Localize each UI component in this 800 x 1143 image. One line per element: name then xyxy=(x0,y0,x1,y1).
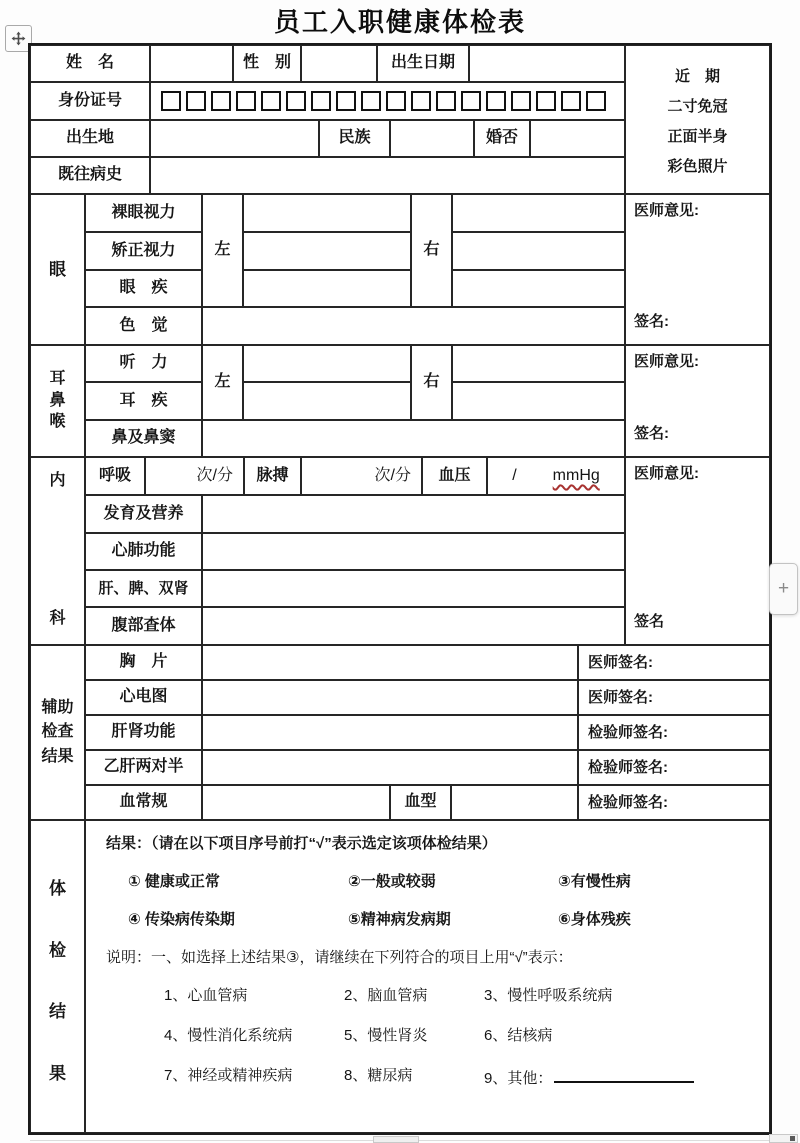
disease-row1 xyxy=(86,987,612,1004)
result-options-row2 xyxy=(86,911,631,928)
ecg-field[interactable] xyxy=(202,680,578,715)
result-char: 体 xyxy=(49,879,66,898)
signature-label: 签名 xyxy=(634,612,665,630)
option-mental[interactable]: ⑤精神病发病期 xyxy=(348,911,451,928)
result-char: 检 xyxy=(49,940,66,960)
respiration-label: 呼吸 xyxy=(85,457,145,495)
ethnicity-label: 民族 xyxy=(319,120,390,157)
gender-label: 性 别 xyxy=(233,45,301,82)
chest-xray-field[interactable] xyxy=(202,645,578,680)
signature-label: 签名: xyxy=(634,312,669,330)
hearing-right-field[interactable] xyxy=(452,345,625,382)
aux-line: 检查 xyxy=(41,723,74,741)
ear-disease-label: 耳 疾 xyxy=(85,382,202,420)
birthdate-label: 出生日期 xyxy=(377,45,469,82)
doctor-sign-label: 医师签名: xyxy=(578,680,770,715)
id-digit-box[interactable] xyxy=(511,91,531,111)
liver-spleen-kidney-field[interactable] xyxy=(202,570,625,607)
id-digit-box[interactable] xyxy=(586,91,606,111)
id-digit-box[interactable] xyxy=(186,91,206,111)
signature-label: 签名: xyxy=(634,424,669,442)
scrollbar-thumb[interactable] xyxy=(373,1136,419,1143)
liver-kidney-function-label: 肝肾功能 xyxy=(85,715,202,750)
technician-sign-label: 检验师签名: xyxy=(578,785,770,820)
pulse-label: 脉搏 xyxy=(244,457,301,495)
doctor-sign-label: 医师签名: xyxy=(578,645,770,680)
ear-disease-left-field[interactable] xyxy=(243,382,411,420)
corrected-vision-label: 矫正视力 xyxy=(85,232,202,270)
ent-left-label: 左 xyxy=(202,345,243,420)
id-digit-box[interactable] xyxy=(561,91,581,111)
blood-type-label: 血型 xyxy=(390,785,451,820)
eye-opinion-cell[interactable] xyxy=(625,194,770,345)
plus-button[interactable]: + xyxy=(769,563,798,615)
move-icon xyxy=(11,31,26,46)
respiration-rate-field[interactable] xyxy=(145,457,244,495)
hepatitis-b-panel-label: 乙肝两对半 xyxy=(85,750,202,785)
corrected-vision-right-field[interactable] xyxy=(452,232,625,270)
id-number-boxes[interactable] xyxy=(150,82,625,120)
gender-field[interactable] xyxy=(301,45,377,82)
ent-char: 喉 xyxy=(49,413,66,431)
section-result-label xyxy=(30,820,85,1133)
ent-right-label: 右 xyxy=(411,345,452,420)
disease-row3 xyxy=(86,1067,694,1087)
ent-char: 耳 xyxy=(49,370,66,388)
liver-spleen-kidney-label: 肝、脾、双肾 xyxy=(85,570,202,607)
section-ent-label xyxy=(30,345,85,457)
naked-vision-right-field[interactable] xyxy=(452,194,625,232)
option-disabled[interactable]: ⑥身体残疾 xyxy=(558,911,631,928)
other-blank-line[interactable] xyxy=(554,1067,694,1083)
eye-disease-left-field[interactable] xyxy=(243,270,411,307)
page-title: 员工入职健康体检表 xyxy=(273,7,526,37)
blood-routine-field[interactable] xyxy=(202,785,390,820)
ecg-label: 心电图 xyxy=(85,680,202,715)
disease-respiratory[interactable]: 3、慢性呼吸系统病 xyxy=(484,987,613,1004)
id-digit-box[interactable] xyxy=(486,91,506,111)
photo-note-line: 正面半身 xyxy=(667,128,728,145)
blood-pressure-label: 血压 xyxy=(422,457,487,495)
health-form-table xyxy=(28,43,772,1135)
hearing-label: 听 力 xyxy=(85,345,202,382)
bp-unit-mmhg: mmHg xyxy=(552,466,600,484)
id-digit-box[interactable] xyxy=(386,91,406,111)
id-digit-box[interactable] xyxy=(161,91,181,111)
disease-cerebrovascular[interactable]: 2、脑血管病 xyxy=(344,987,428,1004)
eye-left-label: 左 xyxy=(202,194,243,307)
birthdate-field[interactable] xyxy=(469,45,625,82)
id-digit-box[interactable] xyxy=(311,91,331,111)
abdominal-exam-label: 腹部查体 xyxy=(85,607,202,645)
id-digit-box[interactable] xyxy=(211,91,231,111)
result-content-cell xyxy=(85,820,770,1133)
internal-opinion-cell[interactable] xyxy=(625,457,770,645)
disease-cardiovascular[interactable]: 1、心血管病 xyxy=(164,987,248,1004)
id-digit-box[interactable] xyxy=(261,91,281,111)
eye-disease-label: 眼 疾 xyxy=(85,270,202,307)
id-digit-box[interactable] xyxy=(336,91,356,111)
id-digit-box[interactable] xyxy=(436,91,456,111)
chest-xray-label: 胸 片 xyxy=(85,645,202,680)
disease-tuberculosis[interactable]: 6、结核病 xyxy=(484,1027,553,1044)
ethnicity-field[interactable] xyxy=(390,120,474,157)
photo-note-line: 近 期 xyxy=(674,68,720,85)
section-internal-label xyxy=(30,457,85,645)
section-eye-label: 眼 xyxy=(30,194,85,345)
nose-sinus-field[interactable] xyxy=(202,420,625,457)
pulse-rate-field[interactable] xyxy=(301,457,422,495)
doctor-opinion-label: 医师意见: xyxy=(634,202,699,219)
result-intro: 结果：（请在以下项目序号前打“√”表示选定该项体检结果） xyxy=(106,835,497,852)
ear-disease-right-field[interactable] xyxy=(452,382,625,420)
medical-history-label: 既往病史 xyxy=(30,157,150,194)
corrected-vision-left-field[interactable] xyxy=(243,232,411,270)
technician-sign-label: 检验师签名: xyxy=(578,750,770,785)
photo-box xyxy=(625,45,770,194)
doctor-opinion-label: 医师意见: xyxy=(634,353,699,370)
aux-line: 结果 xyxy=(41,747,74,765)
result-char: 结 xyxy=(49,1002,66,1022)
blood-type-field[interactable] xyxy=(451,785,578,820)
medical-history-field[interactable] xyxy=(150,157,625,194)
disease-other[interactable] xyxy=(484,1067,694,1087)
disease-nephritis[interactable]: 5、慢性肾炎 xyxy=(344,1027,428,1044)
option-average[interactable]: ②一般或较弱 xyxy=(348,873,436,890)
id-number-label: 身份证号 xyxy=(30,82,150,120)
marital-field[interactable] xyxy=(530,120,625,157)
result-char: 果 xyxy=(49,1063,66,1083)
doctor-opinion-label: 医师意见: xyxy=(634,465,699,482)
naked-vision-label: 裸眼视力 xyxy=(85,194,202,232)
photo-note-line: 二寸免冠 xyxy=(667,98,728,115)
per-minute-unit: 次/分 xyxy=(374,466,411,484)
birthplace-field[interactable] xyxy=(150,120,319,157)
birthplace-label: 出生地 xyxy=(30,120,150,157)
marital-label: 婚否 xyxy=(474,120,530,157)
disease-row2 xyxy=(86,1027,552,1044)
option-chronic[interactable]: ③有慢性病 xyxy=(558,873,631,890)
name-field[interactable] xyxy=(150,45,233,82)
internal-char: 内 xyxy=(49,472,66,489)
naked-vision-left-field[interactable] xyxy=(243,194,411,232)
id-digit-box[interactable] xyxy=(236,91,256,111)
development-nutrition-label: 发育及营养 xyxy=(85,495,202,533)
scrollbar-corner[interactable] xyxy=(769,1134,798,1143)
photo-note-line: 彩色照片 xyxy=(667,158,728,175)
technician-sign-label: 检验师签名: xyxy=(578,715,770,750)
color-vision-label: 色 觉 xyxy=(85,307,202,345)
option-infectious[interactable]: ④ 传染病传染期 xyxy=(128,911,235,928)
disease-diabetes[interactable]: 8、糖尿病 xyxy=(344,1067,413,1084)
hepatitis-b-panel-field[interactable] xyxy=(202,750,578,785)
bp-slash: / xyxy=(512,466,517,484)
ent-opinion-cell[interactable] xyxy=(625,345,770,457)
hearing-left-field[interactable] xyxy=(243,345,411,382)
nose-sinus-label: 鼻及鼻窦 xyxy=(85,420,202,457)
disease-neuro-mental[interactable]: 7、神经或精神疾病 xyxy=(164,1067,293,1084)
id-digit-box[interactable] xyxy=(461,91,481,111)
color-vision-field[interactable] xyxy=(202,307,625,345)
ent-char: 鼻 xyxy=(49,391,66,409)
resize-grip-icon xyxy=(790,1136,795,1141)
cardiopulmonary-field[interactable] xyxy=(202,533,625,570)
id-digit-box[interactable] xyxy=(411,91,431,111)
disease-digestive[interactable]: 4、慢性消化系统病 xyxy=(164,1027,293,1044)
section-aux-label xyxy=(30,645,85,820)
id-digit-box[interactable] xyxy=(536,91,556,111)
result-note: 说明：一、如选择上述结果③，请继续在下列符合的项目上用“√”表示： xyxy=(106,949,573,966)
liver-kidney-function-field[interactable] xyxy=(202,715,578,750)
abdominal-exam-field[interactable] xyxy=(202,607,625,645)
option-healthy[interactable]: ① 健康或正常 xyxy=(128,873,220,890)
eye-disease-right-field[interactable] xyxy=(452,270,625,307)
id-digit-box[interactable] xyxy=(361,91,381,111)
name-label: 姓 名 xyxy=(30,45,150,82)
blood-routine-label: 血常规 xyxy=(85,785,202,820)
disease-other-label: 9、其他： xyxy=(484,1070,553,1087)
id-digit-box[interactable] xyxy=(286,91,306,111)
aux-line: 辅助 xyxy=(41,698,74,716)
blood-pressure-field[interactable] xyxy=(487,457,625,495)
per-minute-unit: 次/分 xyxy=(196,466,233,484)
result-options-row1 xyxy=(86,873,631,890)
internal-char: 科 xyxy=(49,609,66,627)
development-nutrition-field[interactable] xyxy=(202,495,625,533)
eye-right-label: 右 xyxy=(411,194,452,307)
cardiopulmonary-label: 心肺功能 xyxy=(85,533,202,570)
